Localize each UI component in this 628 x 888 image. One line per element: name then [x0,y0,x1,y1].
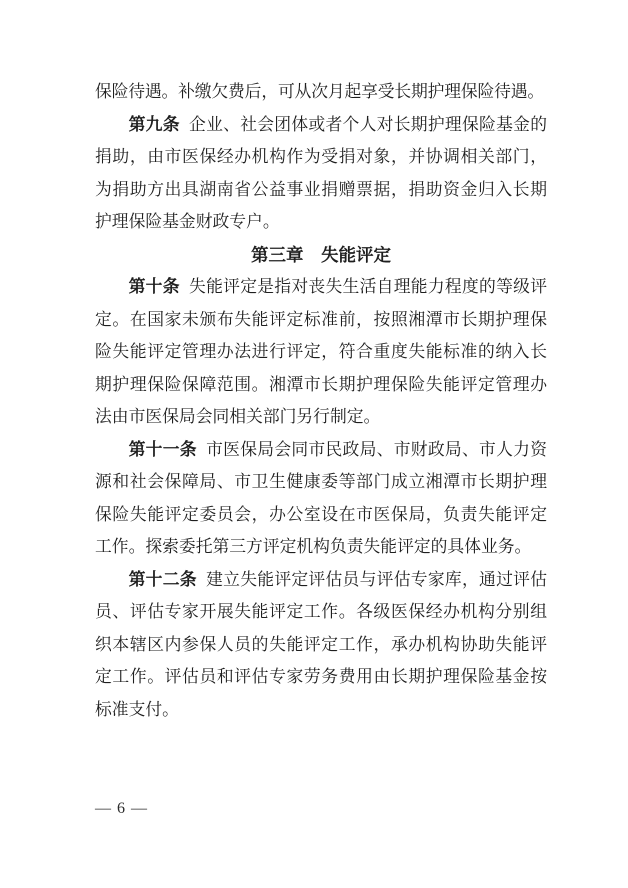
article-10-label: 第十条 [128,277,180,296]
article-9-paragraph [95,109,547,239]
chapter-3-heading: 第三章 失能评定 [251,244,391,265]
document-body [95,76,547,726]
article-11-text: 市医保局会同市民政局、市财政局、市人力资源和社会保障局、市卫生健康委等部门成立湘潭市长期护理保险失能评定委员会，办公室设在市医保局，负责失能评定工作。探索委托第三方评定机构负责失能评定的具体业务。 [95,439,547,556]
article-11-paragraph [95,434,547,564]
article-11-label: 第十一条 [128,439,197,459]
article-9-label: 第九条 [128,114,180,134]
article-12-paragraph [95,564,547,727]
page-number: — 6 — [95,800,148,817]
article-12-label: 第十二条 [128,569,197,589]
continuation-paragraph: 保险待遇。补缴欠费后，可从次月起享受长期护理保险待遇。 [95,82,545,101]
article-12-text: 建立失能评定评估员与评估专家库，通过评估员、评估专家开展失能评定工作。各级医保经办机构分别组织本辖区内参保人员的失能评定工作，承办机构协助失能评定工作。评估员和评估专家劳务费用由长期护理保险基金按标准支付。 [95,569,547,719]
article-10-paragraph [95,271,547,434]
article-9-text: 企业、社会团体或者个人对长期护理保险基金的捐助，由市医保经办机构作为受捐对象，并协调相关部门，为捐助方出具湖南省公益事业捐赠票据，捐助资金归入长期护理保险基金财政专户。 [95,114,547,231]
article-10-text: 失能评定是指对丧失生活自理能力程度的等级评定。在国家未颁布失能评定标准前，按照湘潭市长期护理保险失能评定管理办法进行评定，符合重度失能标准的纳入长期护理保险保障范围。湘潭市长期护理保险失能评定管理办法由市医保局会同相关部门另行制定。 [95,277,547,426]
